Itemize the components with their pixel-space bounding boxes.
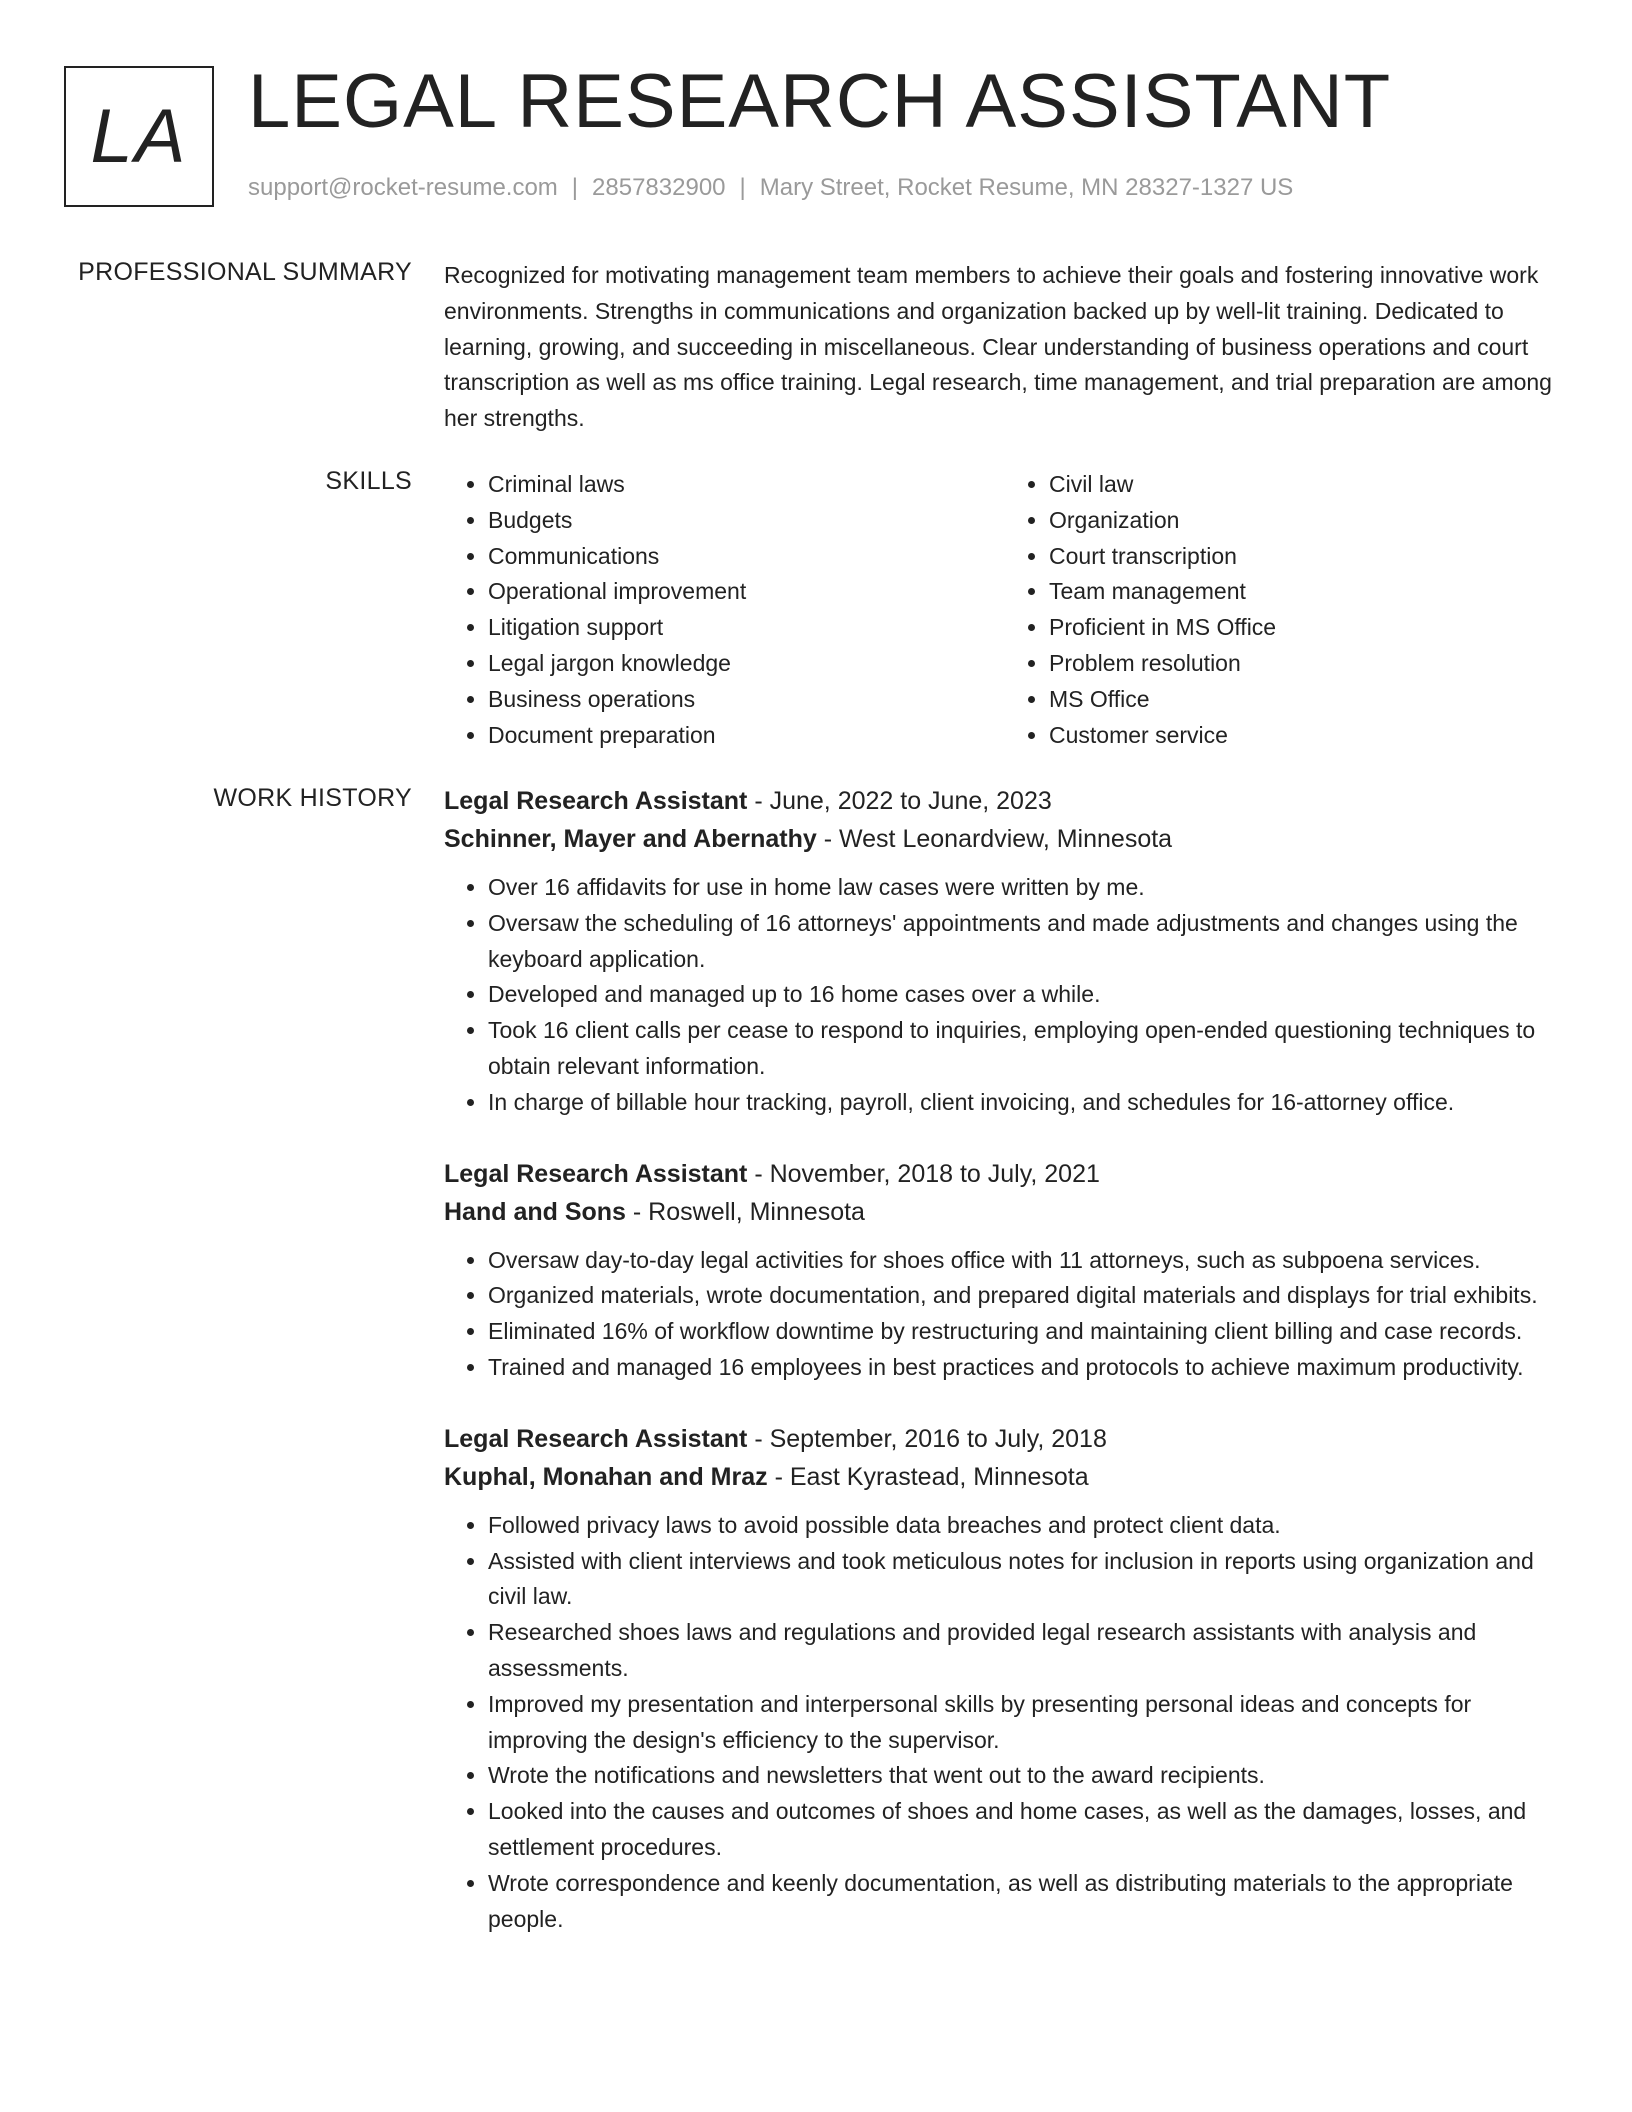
skill-item: • Team management	[1049, 574, 1566, 610]
job-bullet: • Oversaw day-to-day legal activities for shoes office with 11 attorneys, such as subpoena services.	[488, 1243, 1566, 1279]
summary-body	[444, 258, 1566, 437]
contact-phone: 2857832900	[592, 174, 726, 201]
job-bullet: • Improved my presentation and interpersonal skills by presenting personal ideas and concepts for improving the design's efficiency to the supervisor.	[488, 1687, 1566, 1759]
job-title: Legal Research Assistant	[444, 1424, 748, 1453]
job-bullet: • Eliminated 16% of workflow downtime by restructuring and maintaining client billing and case records.	[488, 1314, 1566, 1350]
resume-title: LEGAL RESEARCH ASSISTANT	[248, 59, 1392, 144]
summary-text: Recognized for motivating management team members to achieve their goals and fostering innovative work environments. Strengths in communications and organization backed up by well-lit training. Dedicated to learning, growing, and succeeding in miscellaneous. Clear understanding of business operations and court transcription as well as ms office training. Legal research, time management, and trial preparation are among her strengths.	[444, 262, 1552, 432]
monogram-initials: LA	[90, 94, 188, 179]
work-history-body	[444, 782, 1566, 1971]
job-entry	[444, 1420, 1566, 1938]
job-bullet: • Looked into the causes and outcomes of shoes and home cases, as well as the damages, losses, and settlement procedures.	[488, 1794, 1566, 1866]
job-entry	[444, 1155, 1566, 1386]
skill-item: • Communications	[488, 539, 1005, 575]
job-bullet: • Followed privacy laws to avoid possible data breaches and protect client data.	[488, 1508, 1566, 1544]
contact-line	[248, 174, 1293, 202]
monogram-box	[64, 66, 214, 207]
job-dates: - June, 2022 to June, 2023	[747, 787, 1052, 815]
skills-list-left	[444, 467, 1005, 753]
job-dates: - September, 2016 to July, 2018	[747, 1424, 1107, 1453]
job-location: - West Leonardview, Minnesota	[816, 825, 1173, 853]
job-bullet: • In charge of billable hour tracking, payroll, client invoicing, and schedules for 16-attorney office.	[488, 1085, 1566, 1121]
skill-item: • Problem resolution	[1049, 646, 1566, 682]
job-bullet: • Wrote correspondence and keenly documentation, as well as distributing materials to the appropriate people.	[488, 1866, 1566, 1938]
job-bullet-list	[444, 870, 1566, 1121]
job-title: Legal Research Assistant	[444, 1159, 748, 1188]
skills-list-right	[1005, 467, 1566, 753]
job-bullet: • Over 16 affidavits for use in home law cases were written by me.	[488, 870, 1566, 906]
job-bullet: • Wrote the notifications and newsletters that went out to the award recipients.	[488, 1758, 1566, 1794]
skill-item: • Litigation support	[488, 610, 1005, 646]
job-bullet: • Oversaw the scheduling of 16 attorneys' appointments and made adjustments and changes using the keyboard application.	[488, 906, 1566, 978]
job-company: Kuphal, Monahan and Mraz	[444, 1462, 768, 1491]
job-bullet: • Organized materials, wrote documentation, and prepared digital materials and displays for trial exhibits.	[488, 1278, 1566, 1314]
skill-item: • Legal jargon knowledge	[488, 646, 1005, 682]
job-bullet: • Trained and managed 16 employees in best practices and protocols to achieve maximum productivity.	[488, 1350, 1566, 1386]
skill-item: • Customer service	[1049, 718, 1566, 754]
job-dates: - November, 2018 to July, 2021	[747, 1159, 1100, 1188]
contact-address: Mary Street, Rocket Resume, MN 28327-1327 US	[759, 174, 1294, 201]
skill-item: • MS Office	[1049, 682, 1566, 718]
contact-separator: |	[571, 174, 579, 201]
job-bullet: • Developed and managed up to 16 home cases over a while.	[488, 977, 1566, 1013]
job-bullet-list	[444, 1243, 1566, 1386]
job-title-line	[444, 1420, 1566, 1458]
skill-item: • Document preparation	[488, 718, 1005, 754]
job-company-line	[444, 1458, 1566, 1496]
job-company: Schinner, Mayer and Abernathy	[444, 825, 817, 853]
skill-item: • Organization	[1049, 503, 1566, 539]
skill-item: • Budgets	[488, 503, 1005, 539]
job-company-line	[444, 1193, 1566, 1231]
contact-separator: |	[739, 174, 746, 201]
summary-heading: PROFESSIONAL SUMMARY	[78, 258, 412, 286]
skill-item: • Proficient in MS Office	[1049, 610, 1566, 646]
contact-email: support@rocket-resume.com	[248, 174, 558, 201]
work-history-heading: WORK HISTORY	[213, 784, 412, 812]
job-company-line	[444, 820, 1566, 858]
job-bullet: • Assisted with client interviews and took meticulous notes for inclusion in reports using organization and civil law.	[488, 1544, 1566, 1616]
job-bullet-list	[444, 1508, 1566, 1938]
skill-item: • Operational improvement	[488, 574, 1005, 610]
job-location: - Roswell, Minnesota	[625, 1197, 865, 1226]
job-title-line	[444, 782, 1566, 820]
skills-columns	[444, 467, 1566, 753]
job-company: Hand and Sons	[444, 1197, 626, 1226]
skill-item: • Criminal laws	[488, 467, 1005, 503]
skills-heading: SKILLS	[325, 467, 412, 495]
skill-item: • Court transcription	[1049, 539, 1566, 575]
skill-item: • Civil law	[1049, 467, 1566, 503]
skills-body	[444, 467, 1566, 753]
job-entry	[444, 782, 1566, 1121]
job-bullet: • Researched shoes laws and regulations and provided legal research assistants with analysis and assessments.	[488, 1615, 1566, 1687]
job-title: Legal Research Assistant	[444, 787, 748, 815]
skill-item: • Business operations	[488, 682, 1005, 718]
job-title-line	[444, 1155, 1566, 1193]
job-bullet: • Took 16 client calls per cease to respond to inquiries, employing open-ended questioning techniques to obtain relevant information.	[488, 1013, 1566, 1085]
job-location: - East Kyrastead, Minnesota	[767, 1462, 1089, 1491]
